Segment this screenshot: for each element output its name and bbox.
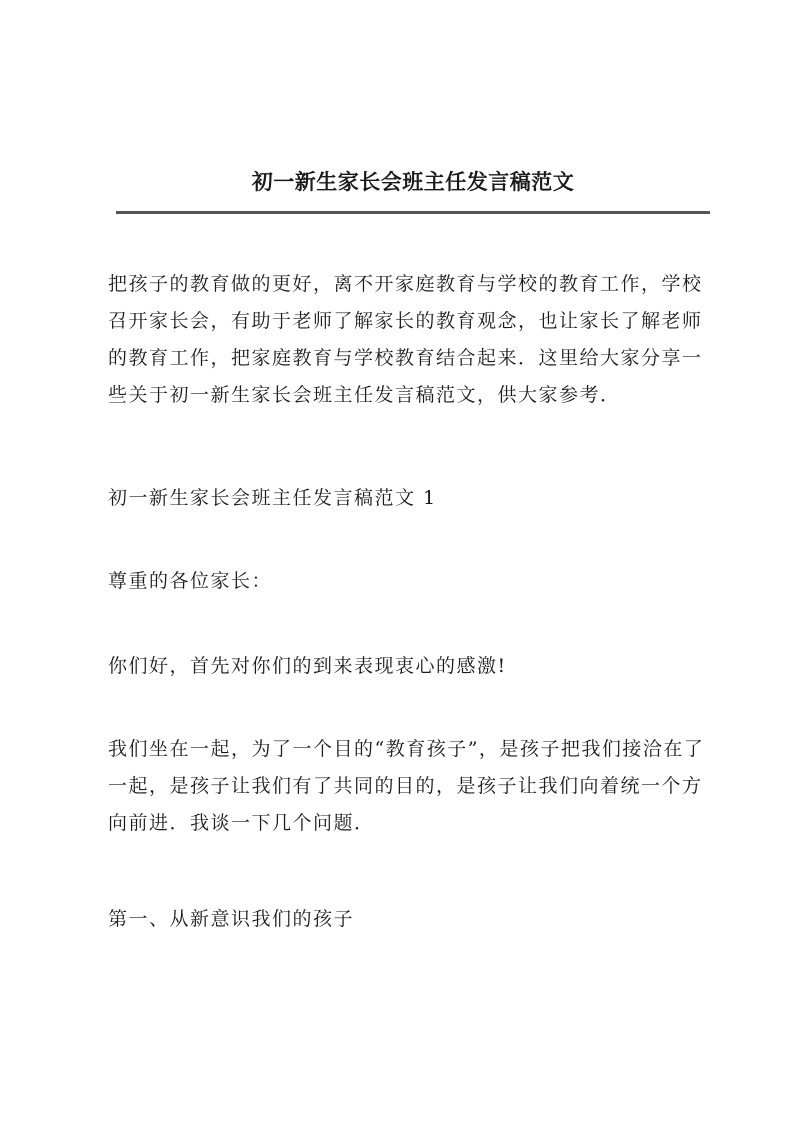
intro-paragraph: 把孩子的教育做的更好，离不开家庭教育与学校的教育工作，学校召开家长会，有助于老师了解家长的教育观念，也让家长了解老师的教育工作，把家庭教育与学校教育结合起来．这里给大家分享一些关于初一新生家长会班主任发言稿范文，供大家参考． — [108, 273, 703, 406]
hello-paragraph: 你们好，首先对你们的到来表现衷心的感激! — [108, 655, 507, 677]
together-paragraph: 我们坐在一起，为了一个目的“教育孩子”，是孩子把我们接洽在了一起，是孩子让我们有了共同的目的，是孩子让我们向着统一个方向前进．我谈一下几个问题． — [108, 738, 705, 834]
title-divider — [116, 211, 710, 214]
section-heading-1: 初一新生家长会班主任发言稿范文 1 — [108, 487, 437, 509]
document-title: 初一新生家长会班主任发言稿范文 — [251, 169, 575, 194]
greeting-paragraph: 尊重的各位家长： — [108, 570, 273, 592]
first-point-heading: 第一、从新意识我们的孩子 — [108, 908, 355, 930]
